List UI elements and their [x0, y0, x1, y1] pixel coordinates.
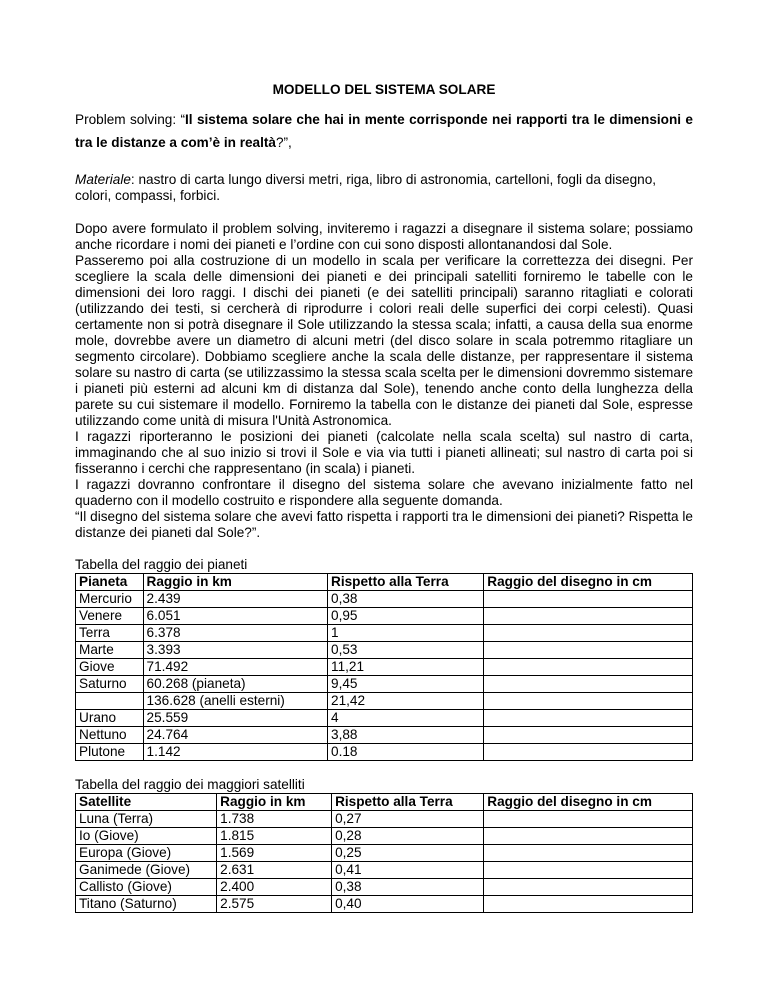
table-cell: Saturno [76, 676, 144, 693]
document-page [75, 58, 693, 913]
satellites-table-body [76, 811, 693, 913]
table-row [76, 693, 693, 710]
table-cell: 1 [328, 625, 484, 642]
satellites-table [75, 793, 693, 913]
table-cell: 0,27 [332, 811, 484, 828]
table-cell: 21,42 [328, 693, 484, 710]
table-cell: 136.628 (anelli esterni) [143, 693, 327, 710]
table-cell: Mercurio [76, 591, 144, 608]
planets-table [75, 573, 693, 761]
materials-label: Materiale [75, 172, 131, 187]
table-cell: Terra [76, 625, 144, 642]
table-row [76, 744, 693, 761]
paragraph: Passeremo poi alla costruzione di un modello in scala per verificare la correttezza dei disegni. Per scegliere la scala delle dimensioni dei pianeti e dei principali satelliti forniremo le tabelle con le dimensioni dei loro raggi. I dischi dei pianeti (e dei satelliti principali) saranno ritagliati e colorati (utilizzando dei testi, si cercherà di riprodurre i colori reali delle superfici dei corpi celesti). Quasi certamente non si potrà disegnare il Sole utilizzando la stessa scala; infatti, a causa della sua enorme mole, dovrebbe avere un diametro di alcuni metri (del disco solare in scala potremmo ritagliare un segmento circolare). Dobbiamo scegliere anche la scala delle distanze, per rappresentare il sistema solare su nastro di carta (se utilizzassimo la stessa scala scelta per le dimensioni dovremmo sistemare i pianeti più esterni ad alcuni km di distanza dal Sole), tenendo anche conto della lunghezza della parete su cui sistemare il modello. Forniremo la tabella con le distanze dei pianeti dal Sole, espresse utilizzando come unità di misura l'Unità Astronomica. [75, 253, 694, 428]
table-cell: 0,28 [332, 828, 484, 845]
table-cell: 3,88 [328, 727, 484, 744]
table-cell: 1.569 [217, 845, 332, 862]
table-cell: 6.378 [143, 625, 327, 642]
table-cell [484, 811, 693, 828]
table-header-cell: Raggio in km [143, 574, 327, 591]
table-cell [484, 659, 693, 676]
table-cell [484, 642, 693, 659]
table-cell: Nettuno [76, 727, 144, 744]
table-header-cell: Raggio in km [217, 794, 332, 811]
table-cell: 0,95 [328, 608, 484, 625]
satellites-table-caption: Tabella del raggio dei maggiori satelliti [75, 777, 305, 792]
table-cell [484, 828, 693, 845]
table-cell: 0,38 [328, 591, 484, 608]
table-row [76, 879, 693, 896]
table-cell: Venere [76, 608, 144, 625]
paragraph: “Il disegno del sistema solare che avevi fatto rispetta i rapporti tra le dimensioni dei pianeti? Rispetta le distanze dei pianeti dal Sole?”. [75, 509, 693, 540]
table-cell: Callisto (Giove) [76, 879, 217, 896]
paragraph: I ragazzi riporteranno le posizioni dei pianeti (calcolate nella scala scelta) sul nastro di carta, immaginando che al suo inizio si trovi il Sole e via via tutti i pianeti allineati; sul nastro di carta poi si fisseranno i cerchi che rappresentano (in scala) i pianeti. [75, 429, 693, 476]
table-cell: 2.400 [217, 879, 332, 896]
table-row [76, 591, 693, 608]
table-cell [484, 879, 693, 896]
table-cell: Ganimede (Giove) [76, 862, 217, 879]
planets-table-caption: Tabella del raggio dei pianeti [75, 557, 248, 572]
table-row [76, 727, 693, 744]
table-cell [484, 591, 693, 608]
table-cell: 1.815 [217, 828, 332, 845]
table-cell: 0,25 [332, 845, 484, 862]
table-header-cell: Raggio del disegno in cm [484, 574, 693, 591]
table-cell: 0.18 [328, 744, 484, 761]
table-cell: 24.764 [143, 727, 327, 744]
table-row [76, 828, 693, 845]
table-cell: 0,41 [332, 862, 484, 879]
table-header-cell: Rispetto alla Terra [328, 574, 484, 591]
table-row [76, 642, 693, 659]
table-cell: Urano [76, 710, 144, 727]
table-cell: 71.492 [143, 659, 327, 676]
table-cell: 60.268 (pianeta) [143, 676, 327, 693]
ps-question: Il sistema solare che hai in mente corrisponde nei rapporti tra le dimensioni e tra le distanze a com’è in realtà [75, 112, 693, 150]
table-cell [484, 896, 693, 913]
document-title: MODELLO DEL SISTEMA SOLARE [272, 82, 496, 97]
paragraph: Dopo avere formulato il problem solving, inviteremo i ragazzi a disegnare il sistema solare; possiamo anche ricordare i nomi dei pianeti e l’ordine con cui sono disposti allontanandosi dal Sole. [75, 221, 693, 252]
table-cell: 25.559 [143, 710, 327, 727]
table-cell: Titano (Saturno) [76, 896, 217, 913]
table-cell [484, 744, 693, 761]
table-row [76, 659, 693, 676]
table-header-row [76, 794, 693, 811]
table-cell: 0,38 [332, 879, 484, 896]
paragraph: I ragazzi dovranno confrontare il disegno del sistema solare che avevano inizialmente fatto nel quaderno con il modello costruito e rispondere alla seguente domanda. [75, 477, 693, 508]
table-header-row [76, 574, 693, 591]
planets-table-body [76, 591, 693, 761]
table-cell [484, 608, 693, 625]
ps-suffix: ?”, [275, 135, 292, 150]
materials-text: : nastro di carta lungo diversi metri, riga, libro di astronomia, cartelloni, fogli da disegno, colori, compassi, forbici. [75, 172, 657, 203]
table-cell [484, 845, 693, 862]
problem-solving-paragraph [75, 108, 693, 154]
table-header-cell: Satellite [76, 794, 217, 811]
table-row [76, 625, 693, 642]
table-cell: 2.439 [143, 591, 327, 608]
table-cell [484, 693, 693, 710]
table-cell: 1.142 [143, 744, 327, 761]
table-cell: 3.393 [143, 642, 327, 659]
table-cell: 2.631 [217, 862, 332, 879]
table-cell: Io (Giove) [76, 828, 217, 845]
table-cell: Marte [76, 642, 144, 659]
table-cell: Plutone [76, 744, 144, 761]
table-header-cell: Pianeta [76, 574, 144, 591]
table-row [76, 845, 693, 862]
table-cell: Europa (Giove) [76, 845, 217, 862]
table-row [76, 896, 693, 913]
table-cell: 6.051 [143, 608, 327, 625]
table-cell [484, 862, 693, 879]
table-row [76, 676, 693, 693]
table-row [76, 811, 693, 828]
table-row [76, 710, 693, 727]
table-cell [484, 727, 693, 744]
table-cell: 1.738 [217, 811, 332, 828]
table-cell: 0,40 [332, 896, 484, 913]
table-cell: 2.575 [217, 896, 332, 913]
table-cell: 4 [328, 710, 484, 727]
ps-prefix: Problem solving: “ [75, 112, 186, 127]
materials-paragraph [75, 172, 693, 204]
table-cell: 0,53 [328, 642, 484, 659]
table-cell: Luna (Terra) [76, 811, 217, 828]
table-row [76, 608, 693, 625]
table-cell: 11,21 [328, 659, 484, 676]
table-cell [484, 676, 693, 693]
table-cell [484, 710, 693, 727]
table-cell: Giove [76, 659, 144, 676]
body-text [75, 221, 693, 541]
table-cell: 9,45 [328, 676, 484, 693]
table-cell [76, 693, 144, 710]
table-row [76, 862, 693, 879]
table-cell [484, 625, 693, 642]
table-header-cell: Raggio del disegno in cm [484, 794, 693, 811]
table-header-cell: Rispetto alla Terra [332, 794, 484, 811]
